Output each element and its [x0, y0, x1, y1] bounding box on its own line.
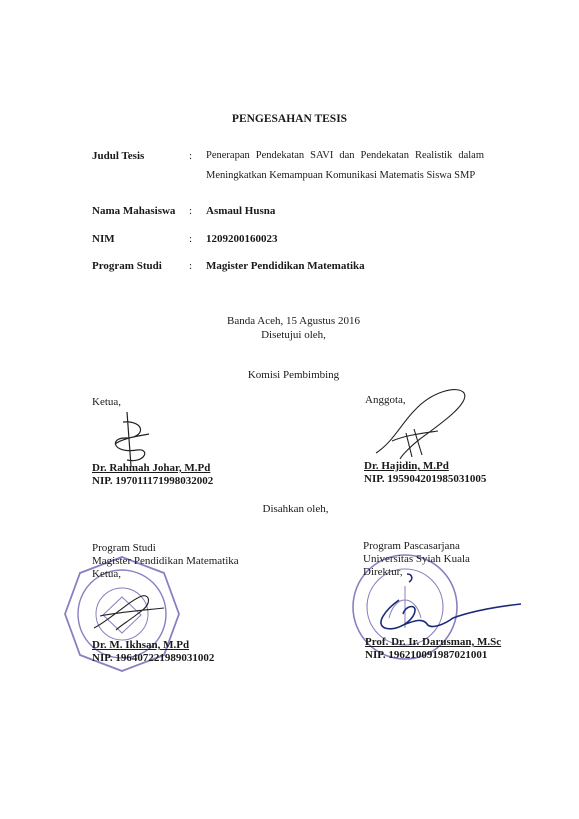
place-date: Banda Aceh, 15 Agustus 2016 [227, 315, 360, 327]
prodi-signer-name: Dr. M. Ikhsan, M.Pd [92, 639, 190, 651]
colon: : [189, 233, 193, 245]
study-program-value: Magister Pendidikan Matematika [206, 260, 365, 272]
pasca-line-3: Direktur, [363, 566, 403, 578]
ketua-nip: NIP. 197011171998032002 [92, 475, 214, 487]
prodi-signature [90, 590, 170, 635]
thesis-title-label: Judul Tesis [92, 150, 145, 162]
pasca-signature [355, 570, 525, 640]
nim-value: 1209200160023 [206, 233, 278, 245]
ratified-by: Disahkan oleh, [262, 503, 329, 515]
document-title: PENGESAHAN TESIS [231, 113, 348, 125]
anggota-nip: NIP. 195904201985031005 [364, 473, 487, 485]
approved-by: Disetujui oleh, [261, 329, 326, 341]
thesis-title-line-1: Penerapan Pendekatan SAVI dan Pendekatan Realistik dalam [206, 150, 484, 161]
committee-heading: Komisi Pembimbing [247, 369, 340, 381]
nim-label: NIM [92, 233, 115, 245]
prodi-line-3: Ketua, [92, 568, 122, 580]
anggota-name: Dr. Hajidin, M.Pd [364, 460, 449, 472]
study-program-label: Program Studi [92, 260, 162, 272]
ketua-role: Ketua, [92, 396, 122, 408]
anggota-signature [372, 383, 472, 463]
colon: : [189, 260, 193, 272]
prodi-line-2: Magister Pendidikan Matematika [92, 555, 239, 567]
student-name-label: Nama Mahasiswa [92, 205, 176, 217]
pasca-line-2: Universitas Syiah Kuala [363, 553, 470, 565]
anggota-role: Anggota, [365, 394, 406, 406]
ketua-signature [105, 408, 165, 468]
pasca-signer-nip: NIP. 196210091987021001 [365, 649, 488, 661]
pasca-signer-name: Prof. Dr. Ir. Darusman, M.Sc [365, 636, 502, 648]
pasca-line-1: Program Pascasarjana [363, 540, 460, 552]
ketua-name: Dr. Rahmah Johar, M.Pd [92, 462, 211, 474]
colon: : [189, 150, 193, 162]
student-name-value: Asmaul Husna [206, 205, 276, 217]
thesis-title-line-2: Meningkatkan Kemampuan Komunikasi Matematis Siswa SMP [206, 170, 476, 181]
prodi-line-1: Program Studi [92, 542, 156, 554]
prodi-signer-nip: NIP. 196407221989031002 [92, 652, 215, 664]
colon: : [189, 205, 193, 217]
